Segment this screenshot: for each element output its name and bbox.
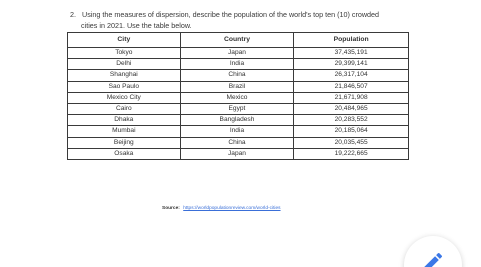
header-country: Country [180, 33, 294, 48]
cell-country: Brazil [180, 81, 294, 92]
cell-city: Mumbai [68, 126, 181, 137]
table-row [68, 115, 409, 126]
cell-population: 26,317,104 [294, 70, 409, 81]
source-citation [162, 206, 281, 211]
table-row [68, 137, 409, 148]
edit-button[interactable] [404, 236, 462, 267]
cell-population: 20,035,455 [294, 137, 409, 148]
table-header-row [68, 33, 409, 48]
question-text [70, 9, 430, 31]
question-number: 2. [70, 10, 76, 19]
cell-city: Cairo [68, 103, 181, 114]
question-line-2: cities in 2021. Use the table below. [81, 21, 192, 30]
cell-country: India [180, 59, 294, 70]
table-row [68, 48, 409, 59]
header-population: Population [294, 33, 409, 48]
source-label: Source: [162, 206, 180, 211]
cell-city: Mexico City [68, 92, 181, 103]
cell-city: Sao Paulo [68, 81, 181, 92]
cell-country: Japan [180, 148, 294, 159]
population-table [67, 32, 409, 160]
table-body [68, 48, 409, 160]
cell-country: China [180, 70, 294, 81]
cell-country: Japan [180, 48, 294, 59]
table-row [68, 148, 409, 159]
cell-population: 21,671,908 [294, 92, 409, 103]
table-row [68, 92, 409, 103]
cell-city: Osaka [68, 148, 181, 159]
table-row [68, 103, 409, 114]
cell-population: 21,846,507 [294, 81, 409, 92]
cell-city: Dhaka [68, 115, 181, 126]
source-link[interactable]: https://worldpopulationreview.com/world-cities [183, 206, 281, 211]
cell-population: 20,283,552 [294, 115, 409, 126]
cell-country: Mexico [180, 92, 294, 103]
cell-city: Delhi [68, 59, 181, 70]
cell-city: Tokyo [68, 48, 181, 59]
table-row [68, 81, 409, 92]
cell-city: Beijing [68, 137, 181, 148]
table-row [68, 126, 409, 137]
cell-country: India [180, 126, 294, 137]
cell-city: Shanghai [68, 70, 181, 81]
cell-country: Bangladesh [180, 115, 294, 126]
cell-population: 37,435,191 [294, 48, 409, 59]
cell-population: 19,222,665 [294, 148, 409, 159]
table-row [68, 59, 409, 70]
question-line-1: Using the measures of dispersion, describe the population of the world's top ten (10) crowded [82, 10, 380, 19]
cell-population: 29,399,141 [294, 59, 409, 70]
cell-population: 20,185,064 [294, 126, 409, 137]
pencil-icon [421, 250, 445, 267]
cell-country: Egypt [180, 103, 294, 114]
cell-population: 20,484,965 [294, 103, 409, 114]
cell-country: China [180, 137, 294, 148]
header-city: City [68, 33, 181, 48]
table-row [68, 70, 409, 81]
